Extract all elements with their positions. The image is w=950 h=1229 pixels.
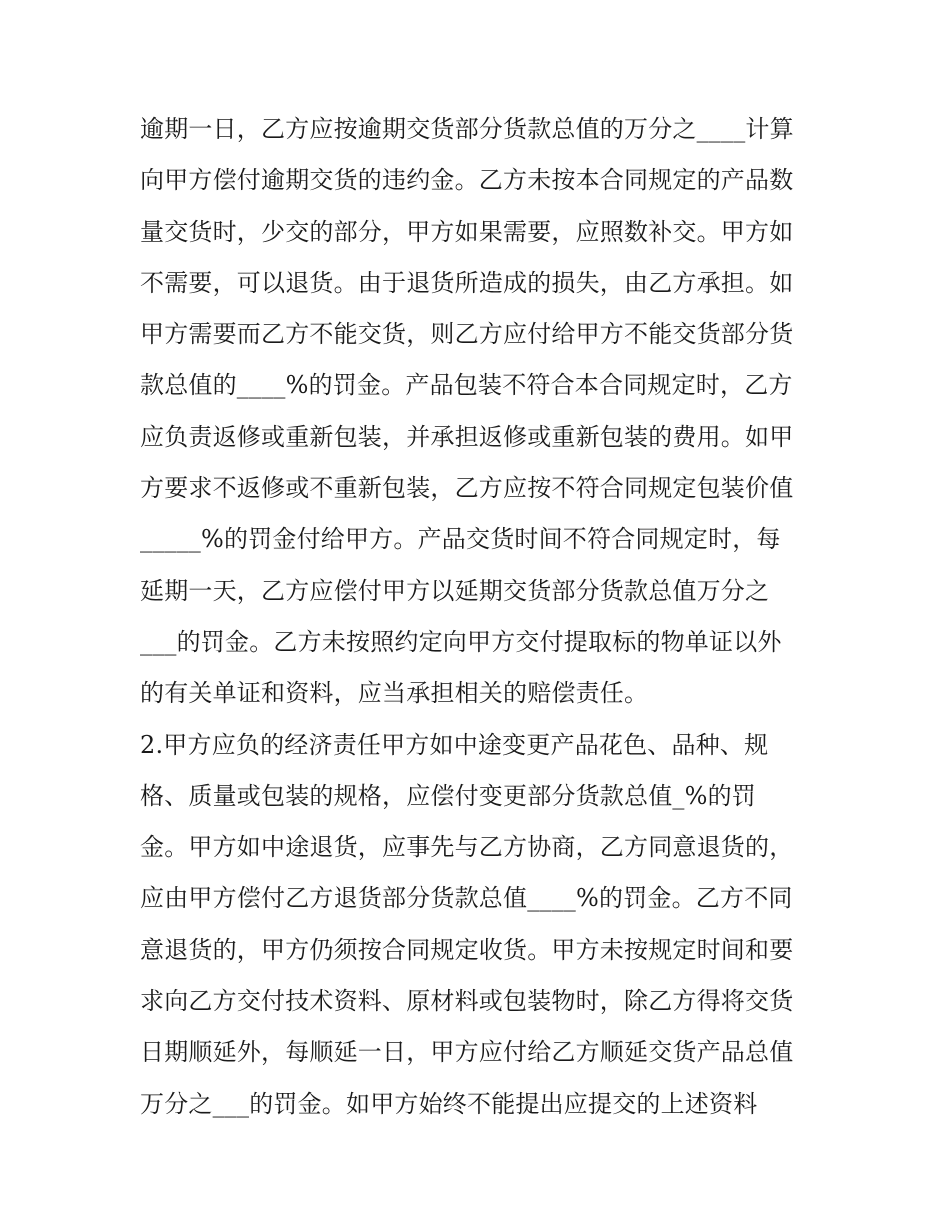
text-line: 方要求不返修或不重新包装，乙方应按不符合同规定包装价值 (140, 474, 794, 503)
text-line: 量交货时，少交的部分，甲方如果需要，应照数补交。甲方如 (140, 217, 794, 246)
text-line: ___的罚金。乙方未按照约定向甲方交付提取标的物单证以外 (140, 627, 782, 656)
text-line: 延期一天，乙方应偿付甲方以延期交货部分货款总值万分之 (140, 576, 770, 605)
text-line: 不需要，可以退货。由于退货所造成的损失，由乙方承担。如 (140, 268, 794, 297)
text-line: 求向乙方交付技术资料、原材料或包装物时，除乙方得将交货 (140, 987, 794, 1016)
text-line: 向甲方偿付逾期交货的违约金。乙方未按本合同规定的产品数 (140, 166, 794, 195)
section-heading-line: 2.甲方应负的经济责任甲方如中途变更产品花色、品种、规 (140, 730, 769, 759)
text-line: 款总值的____%的罚金。产品包装不符合本合同规定时，乙方 (140, 371, 793, 400)
text-line: 万分之___的罚金。如甲方始终不能提出应提交的上述资料 (140, 1089, 758, 1118)
contract-text-block (140, 104, 820, 1130)
text-line: 应由甲方偿付乙方退货部分货款总值____%的罚金。乙方不同 (140, 884, 793, 913)
text-line: _____%的罚金付给甲方。产品交货时间不符合同规定时，每 (140, 525, 781, 554)
text-line: 格、质量或包装的规格，应偿付变更部分货款总值_%的罚 (140, 781, 757, 810)
text-line: 逾期一日，乙方应按逾期交货部分货款总值的万分之____计算 (140, 115, 794, 143)
text-line: 甲方需要而乙方不能交货，则乙方应付给甲方不能交货部分货 (140, 320, 794, 349)
text-line: 的有关单证和资料，应当承担相关的赔偿责任。 (140, 679, 649, 708)
text-line: 金。甲方如中途退货，应事先与乙方协商，乙方同意退货的， (140, 833, 794, 862)
text-line: 意退货的，甲方仍须按合同规定收货。甲方未按规定时间和要 (140, 935, 794, 964)
text-line: 应负责返修或重新包装，并承担返修或重新包装的费用。如甲 (140, 422, 794, 451)
text-line: 日期顺延外，每顺延一日，甲方应付给乙方顺延交货产品总值 (140, 1038, 794, 1067)
